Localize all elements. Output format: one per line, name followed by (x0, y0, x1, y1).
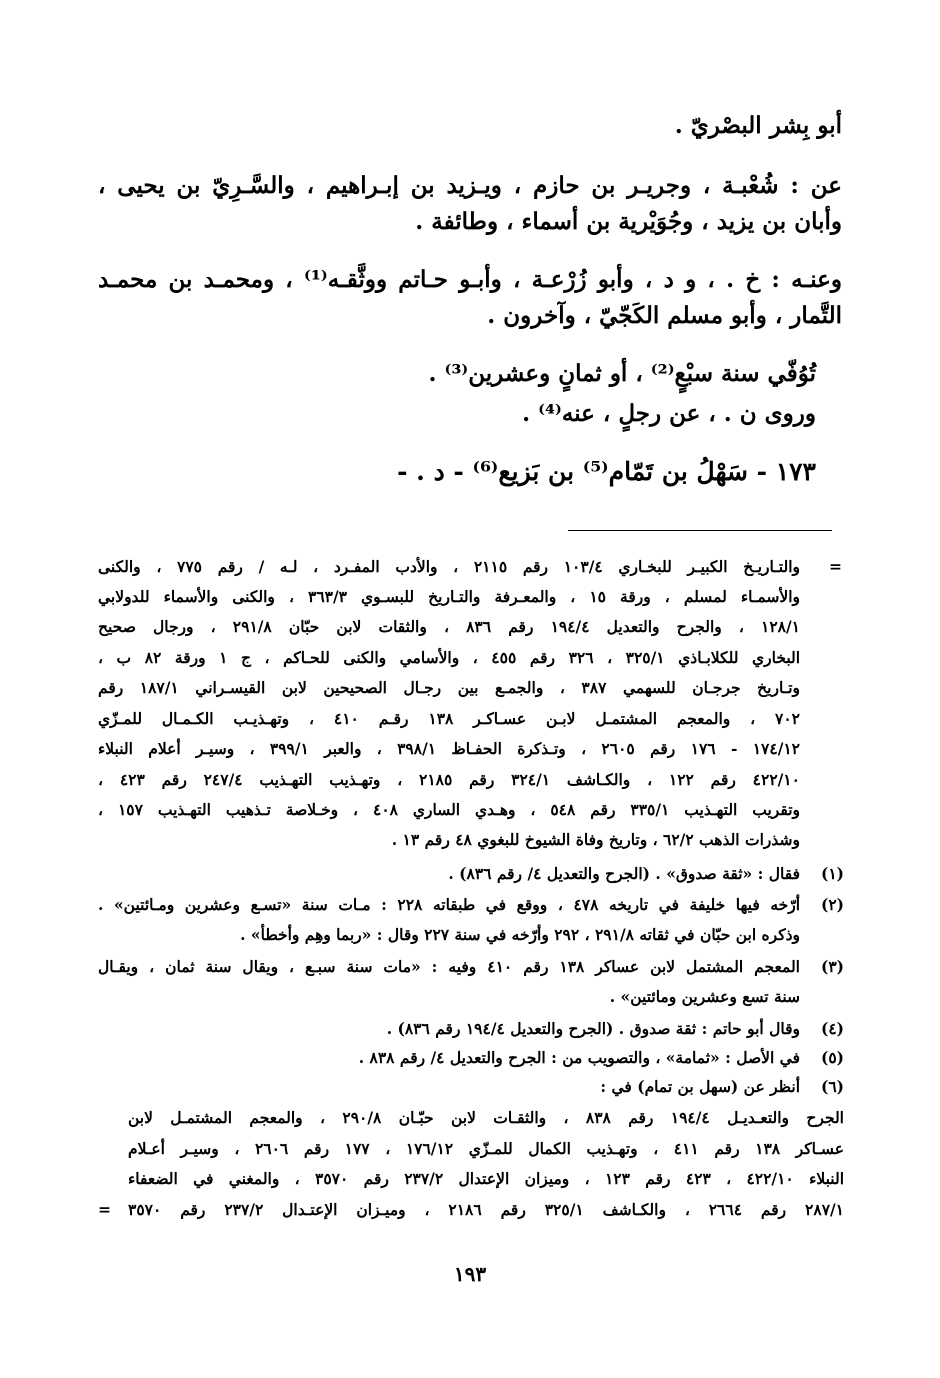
footnote-text: وذكره ابن حبّان في ثقاته ٢٩١/٨ ، ٢٩٢ وأرّخه في سنة ٢٢٧ وقال : «ربما وهِم وأخطأ» . (240, 925, 800, 944)
entry-line-7: وروى ن . ، عن رجلٍ ، عنه⁽⁴⁾ . (522, 400, 816, 427)
footnote-text: الجرح والتعـديـل ١٩٤/٤ رقم ٨٣٨ ، والثقـات لابن حبّـان ٢٩٠/٨ ، والمعجم المشتمـل لابن (128, 1108, 844, 1127)
continued-footnote-line: والتـاريـخ الكبيـر للبخـاري ١٠٣/٤ رقم ٢١١٥ ، والأدب المفـرد ، لـه / رقم ٧٧٥ ، والكنى (98, 557, 800, 576)
footnote-text: وقال أبو حاتم : ثقة صدوق . (الجرح والتعديل ١٩٤/٤ رقم ٨٣٦) . (386, 1019, 800, 1038)
continued-footnote-line: وتقريب التهـذيب ٣٣٥/١ رقم ٥٤٨ ، وهـدي الساري ٤٠٨ ، وخـلاصة تـذهيب التهـذيب ١٥٧ ، (98, 800, 800, 819)
footnote-text: أنظر عن (سهل بن تمام) في : (600, 1077, 800, 1096)
continued-footnote-line: ١٧٤/١٢ - ١٧٦ رقم ٢٦٠٥ ، وتـذكرة الحفـاظ ٣٩٨/١ ، والعبر ٣٩٩/١ ، وسيـر أعلام النبلاء (98, 739, 801, 758)
footnote-text: عسـاكر ١٣٨ رقم ٤١١ ، وتهـذيب الكمال للمـزّي ١٧٦/١٢ ، ١٧٧ رقم ٢٦٠٦ ، وسيـر أعـلام (128, 1139, 844, 1158)
footnote-text: فقال : «ثقة صدوق» . (الجرح والتعديل ٤/ رقم ٨٣٦) . (448, 864, 800, 883)
continued-footnote-line: والأسمـاء لمسلم ، ورقة ١٥ ، والمعـرفة والتـاريخ للبسـوي ٣٦٣/٣ ، والكنى والأسماء للدولابي (98, 587, 800, 606)
footnote-separator (568, 530, 832, 531)
footnote-number: (٦) (820, 1077, 844, 1096)
footnote-number: (٥) (820, 1048, 844, 1067)
continued-footnote-line: وتـاريخ جرجـان للسهمي ٣٨٧ ، والجمـع بين رجـال الصحيحين لابن القيسـراني ١٨٧/١ رقم (98, 678, 801, 697)
continued-footnote-line: ١٢٨/١ ، والجرح والتعديل ١٩٤/٤ رقم ٨٣٦ ، والثقات لابن حبّان ٢٩١/٨ ، ورجال صحيح (98, 617, 800, 636)
continuation-marker-end: = (98, 1200, 111, 1219)
entry-line-1: أبو بِشر البصْريّ . (674, 112, 842, 139)
footnote-text: في الأصل : «ثمامة» ، والتصويب من : الجرح والتعديل ٤/ رقم ٨٣٨ . (358, 1048, 800, 1067)
footnote-text: ٢٨٧/١ رقم ٢٦٦٤ ، والكـاشف ٣٢٥/١ رقم ٢١٨٦ ، وميـزان الإعتـدال ٢٣٧/٢ رقم ٣٥٧٠ (128, 1200, 845, 1219)
continued-footnote-line: وشذرات الذهب ٦٢/٢ ، وتاريخ وفاة الشيوخ للبغوي ٤٨ رقم ١٣ . (391, 830, 800, 849)
continued-footnote-line: البخاري للكلابـاذي ٣٢٥/١ ، ٣٢٦ رقم ٤٥٥ ، والأسامي والكنى للحـاكم ، ج ١ ورقة ٨٢ ب ، (98, 648, 801, 667)
footnote-number: (٣) (820, 957, 844, 976)
entry-heading-173: ١٧٣ - سَهْلُ بن تَمّام⁽⁵⁾ بن بَزيع⁽⁶⁾ - د . - (397, 457, 816, 486)
footnote-text: المعجم المشتمل لابن عساكر ١٣٨ رقم ٤١٠ وفيه : «مات سنة سبـع ، ويقال سنة ثمان ، ويقـال (98, 957, 800, 976)
continued-footnote-line: ٧٠٢ ، والمعجم المشتمـل لابـن عسـاكـر ١٣٨ رقـم ٤١٠ ، وتهـذيـب الكـمـال للمـزّي (98, 709, 800, 728)
entry-line-3: وأبان بن يزيد ، وجُوَيْرية بن أسماء ، وطائفة . (415, 208, 842, 235)
footnote-number: (٤) (820, 1019, 844, 1038)
continued-footnote-line: ٤٢٢/١٠ رقم ١٢٢ ، والكـاشف ٣٢٤/١ رقم ٢١٨٥ ، وتهـذيب التهـذيب ٢٤٧/٤ رقم ٤٢٣ ، (98, 770, 800, 789)
entry-line-2: عن : شُعْبـة ، وجريـر بن حازم ، ويـزيد بن إبـراهيم ، والسَّـرِيّ بن يحيى ، (98, 172, 842, 199)
footnote-text: أرّخه فيها خليفة في تاريخه ٤٧٨ ، ووقع في طبقاته ٢٢٨ : مـات سنة «تسـع وعشرين ومـائتين» . (98, 895, 801, 914)
footnote-number: (١) (820, 864, 844, 883)
entry-line-4: وعنـه : خ . ، و د ، وأبو زُرْعـة ، وأبـو حـاتم ووثَّقـه⁽¹⁾ ، ومحمـد بن محمـد (98, 266, 842, 293)
footnote-text: النبلاء ٤٢٢/١٠ ، ٤٢٣ رقم ١٢٣ ، وميزان الإعتدال ٢٣٧/٢ رقم ٣٥٧٠ ، والمغني في الضعفاء (128, 1169, 844, 1188)
footnote-number: (٢) (820, 895, 844, 914)
continuation-marker: = (829, 557, 842, 576)
page-number: ١٩٣ (453, 1262, 487, 1286)
entry-line-5: التَّمار ، وأبو مسلم الكَجّيّ ، وآخرون . (487, 302, 842, 329)
footnote-text: سنة تسع وعشرين ومائتين» . (609, 987, 800, 1006)
entry-line-6: تُوُفّي سنة سبْعٍ⁽²⁾ ، أو ثمانٍ وعشرين⁽³⁾ . (428, 360, 816, 387)
